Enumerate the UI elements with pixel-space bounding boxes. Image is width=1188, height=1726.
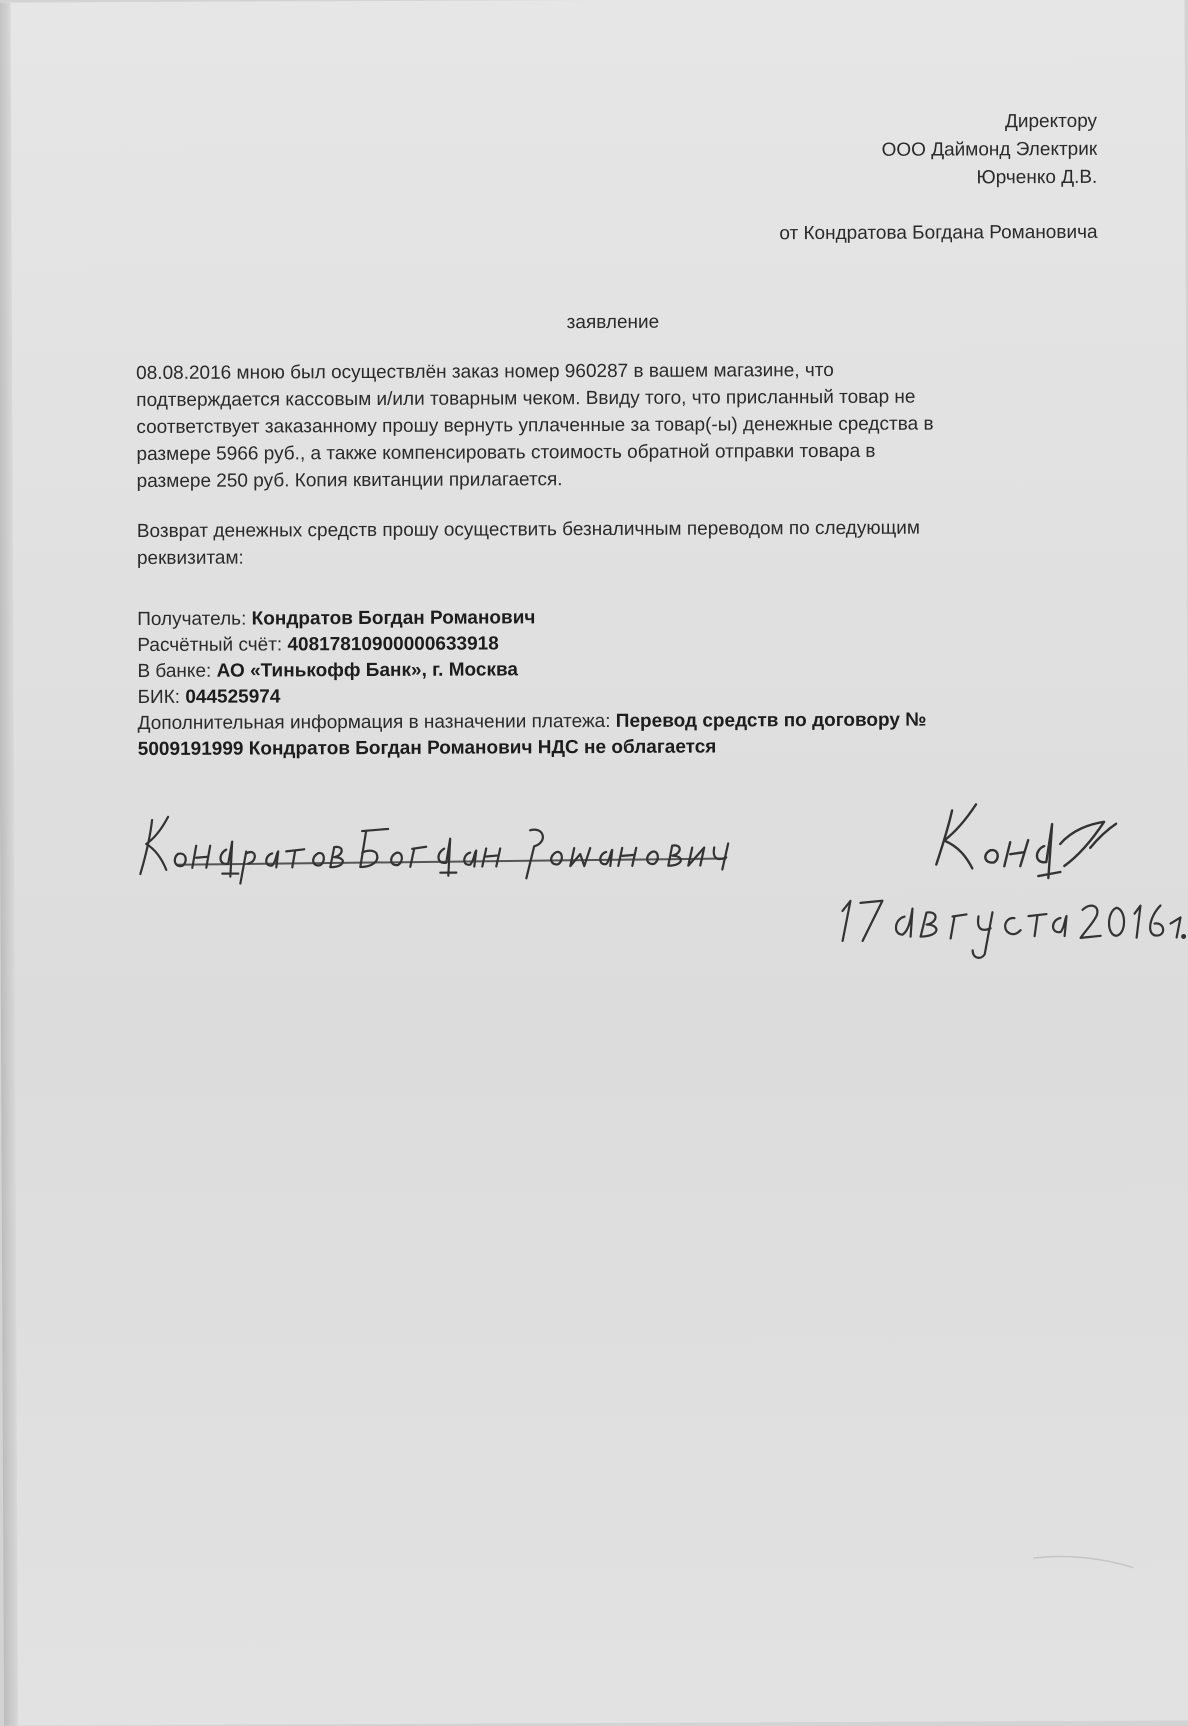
document-title: заявление	[566, 311, 660, 334]
name-underline	[176, 858, 726, 866]
signature-mark	[936, 804, 1116, 879]
detail-row-extra-info	[138, 707, 1078, 737]
payment-details	[137, 603, 1078, 763]
detail-label: В банке:	[137, 660, 212, 683]
paragraph-refund-method	[137, 514, 1067, 572]
handwritten-date	[842, 899, 1185, 958]
paragraph-line: размере 5966 руб., а также компенсировать стоимость обратной отправки товара в	[136, 440, 876, 466]
paragraph-order-details	[136, 356, 1067, 495]
paragraph-line: размере 250 руб. Копия квитанции прилагается.	[136, 469, 563, 493]
detail-label: БИК:	[137, 686, 181, 709]
detail-row-recipient	[137, 603, 1077, 633]
detail-value: 044525974	[185, 686, 281, 708]
detail-row-extra-info-continued: 5009191999 Кондратов Богдан Романович НДС не облагается	[137, 736, 717, 761]
detail-row-account	[137, 629, 1077, 659]
paragraph-line: Возврат денежных средств прошу осуществить безналичным переводом по следующим	[136, 517, 920, 543]
paragraph-line: подтверждается кассовым и/или товарным чеком. Ввиду того, что присланный товар не	[136, 386, 916, 412]
paragraph-line: соответствует заказанному прошу вернуть уплаченные за товар(-ы) денежные средства в	[136, 413, 934, 439]
detail-value: 40817810900000633918	[287, 633, 499, 656]
recipient-name: Юрченко Д.В.	[976, 166, 1098, 189]
detail-row-bank	[137, 655, 1077, 685]
detail-row-bik	[137, 681, 1077, 711]
paper-crease	[1033, 1556, 1133, 1568]
detail-label: Расчётный счёт:	[137, 634, 283, 657]
detail-label: Дополнительная информация в назначении платежа:	[137, 710, 611, 735]
recipient-position: Директору	[1004, 110, 1098, 133]
detail-value: АО «Тинькофф Банк», г. Москва	[216, 659, 518, 682]
recipient-block	[881, 108, 1097, 193]
detail-value: Перевод средств по договору №	[615, 709, 927, 732]
paragraph-line: 08.08.2016 мною был осуществлён заказ номер 960287 в вашем магазине, что	[136, 359, 834, 385]
detail-label: Получатель:	[137, 608, 247, 631]
handwritten-full-name	[140, 814, 728, 884]
detail-value: Кондратов Богдан Романович	[251, 607, 536, 630]
page-edge-shadow	[0, 3, 18, 1726]
sender-line: от Кондратова Богдана Романовича	[779, 221, 1098, 245]
recipient-company: ООО Даймонд Электрик	[881, 138, 1098, 161]
paragraph-line: реквизитам:	[136, 547, 244, 570]
